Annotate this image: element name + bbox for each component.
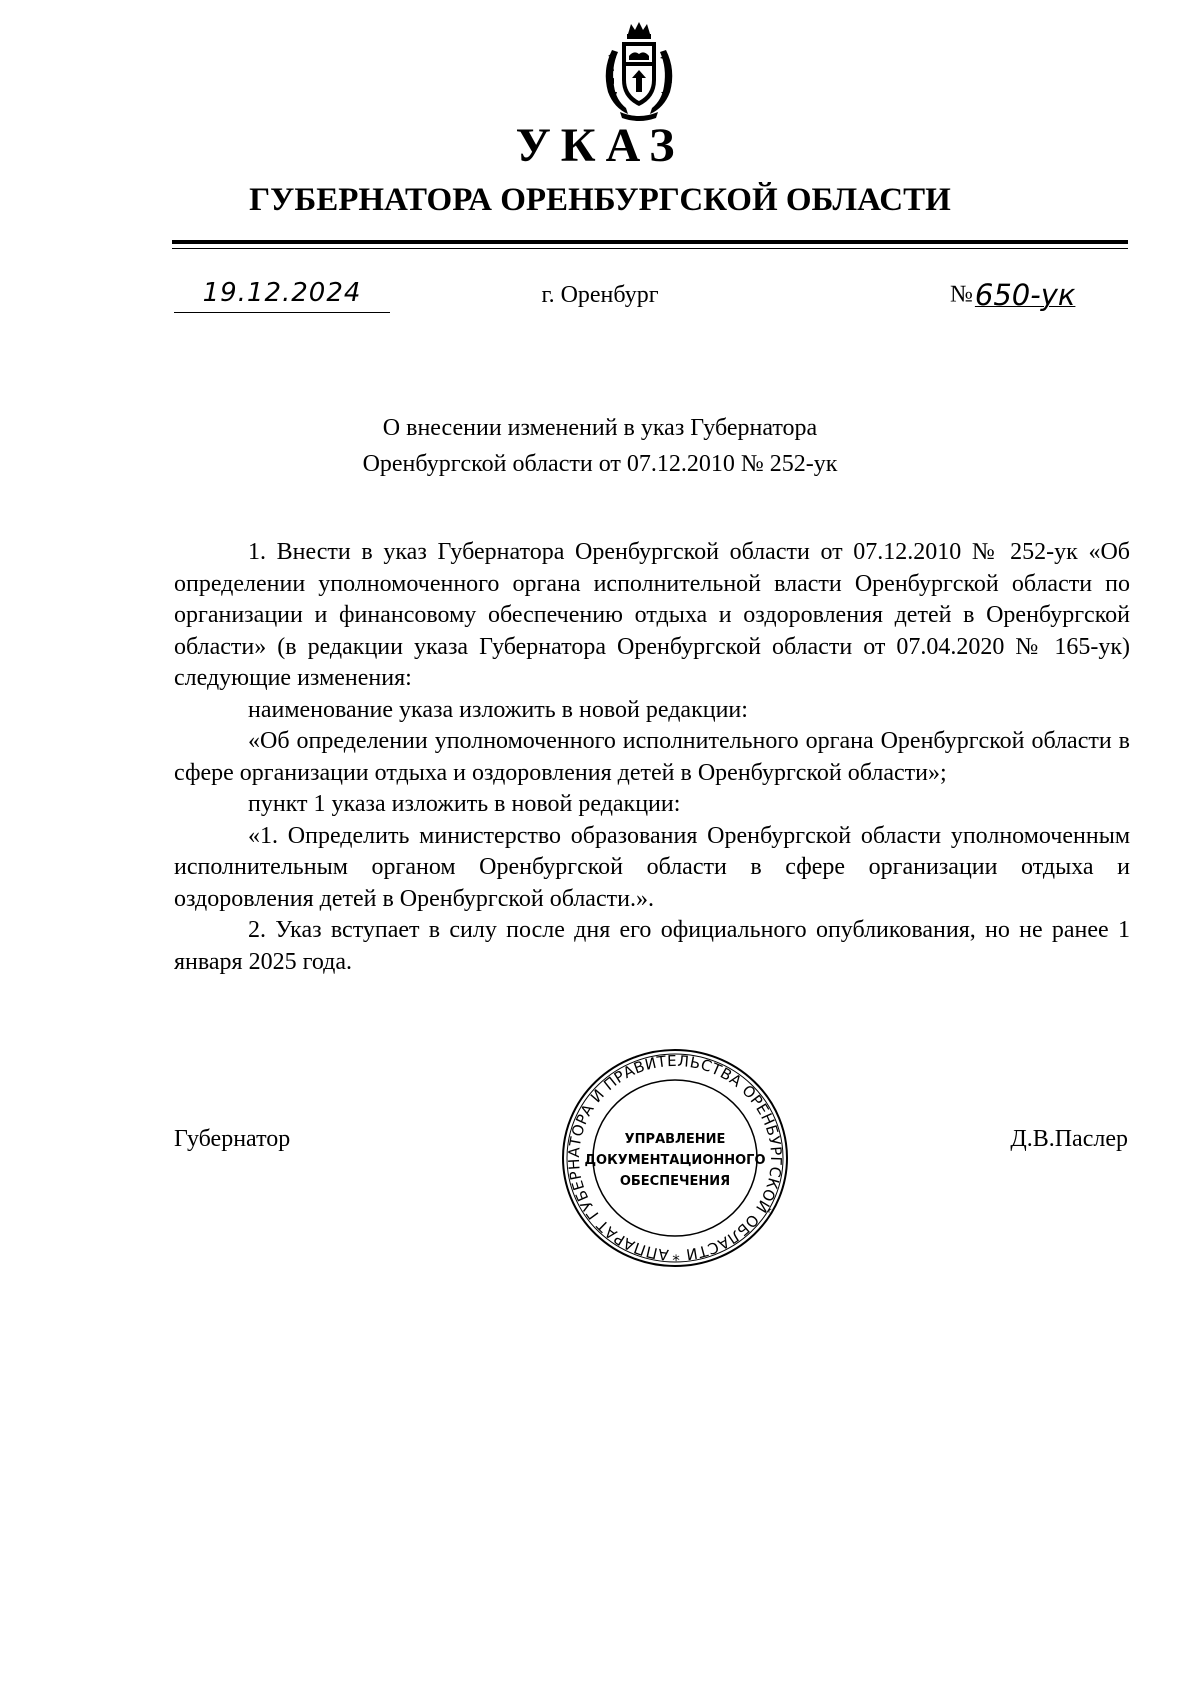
decree-body <box>174 537 1130 978</box>
header-rule-thick <box>172 240 1128 244</box>
stamp-ring-text: АППАРАТ ГУБЕРНАТОРА И ПРАВИТЕЛЬСТВА ОРЕНБУРГСКОЙ ОБЛАСТИ * <box>564 1051 786 1265</box>
date-underline <box>174 312 390 313</box>
number-value: 650-ук <box>974 278 1076 312</box>
decree-subject <box>0 410 1200 482</box>
stamp-center-line-1: УПРАВЛЕНИЕ <box>624 1132 726 1147</box>
subject-line-2: Оренбургской области от 07.12.2010 № 252-ук <box>362 451 838 477</box>
decree-city: г. Оренбург <box>541 282 659 308</box>
paragraph-4: пункт 1 указа изложить в новой редакции: <box>248 791 681 817</box>
paragraph-6: 2. Указ вступает в силу после дня его официального опубликования, но не ранее 1 января 2025 года. <box>174 917 1130 975</box>
paragraph-5: «1. Определить министерство образования Оренбургской области уполномоченным исполнительным органом Оренбургской области в сфере организации отдыха и оздоровления детей в Оренбургской области.». <box>174 822 1130 912</box>
subject-line-1: О внесении изменений в указ Губернатора <box>382 415 818 441</box>
paragraph-2: наименование указа изложить в новой редакции: <box>248 696 748 723</box>
issuer-title: ГУБЕРНАТОРА ОРЕНБУРГСКОЙ ОБЛАСТИ <box>249 182 951 218</box>
decree-date: 19.12.2024 <box>202 278 362 308</box>
header-rule-thin <box>172 248 1128 249</box>
document-title: УКАЗ <box>515 119 685 172</box>
stamp-center-line-3: ОБЕСПЕЧЕНИЯ <box>619 1174 731 1189</box>
stamp-center-line-2: ДОКУМЕНТАЦИОННОГО <box>584 1153 766 1168</box>
stamp-graphic <box>560 1047 790 1269</box>
signer-name: Д.В.Паслер <box>1010 1126 1128 1152</box>
signer-position: Губернатор <box>174 1126 291 1152</box>
paragraph-1: 1. Внести в указ Губернатора Оренбургской области от 07.12.2010 № 252-ук «Об определении уполномоченного органа исполнительной власти Оренбургской области по организации и финансовому обеспечению отдыха и оздоровления детей в Оренбургской области» (в редакции указа Губернатора Оренбургской области от 07.04.2020 № 165-ук) следующие изменения: <box>174 539 1130 691</box>
official-stamp <box>560 1047 790 1269</box>
coat-of-arms-icon <box>598 20 680 122</box>
paragraph-3: «Об определении уполномоченного исполнительного органа Оренбургской области в сфере организации отдыха и оздоровления детей в Оренбургской области»; <box>174 728 1130 786</box>
number-sign: № <box>950 281 973 308</box>
decree-number <box>950 278 1075 312</box>
